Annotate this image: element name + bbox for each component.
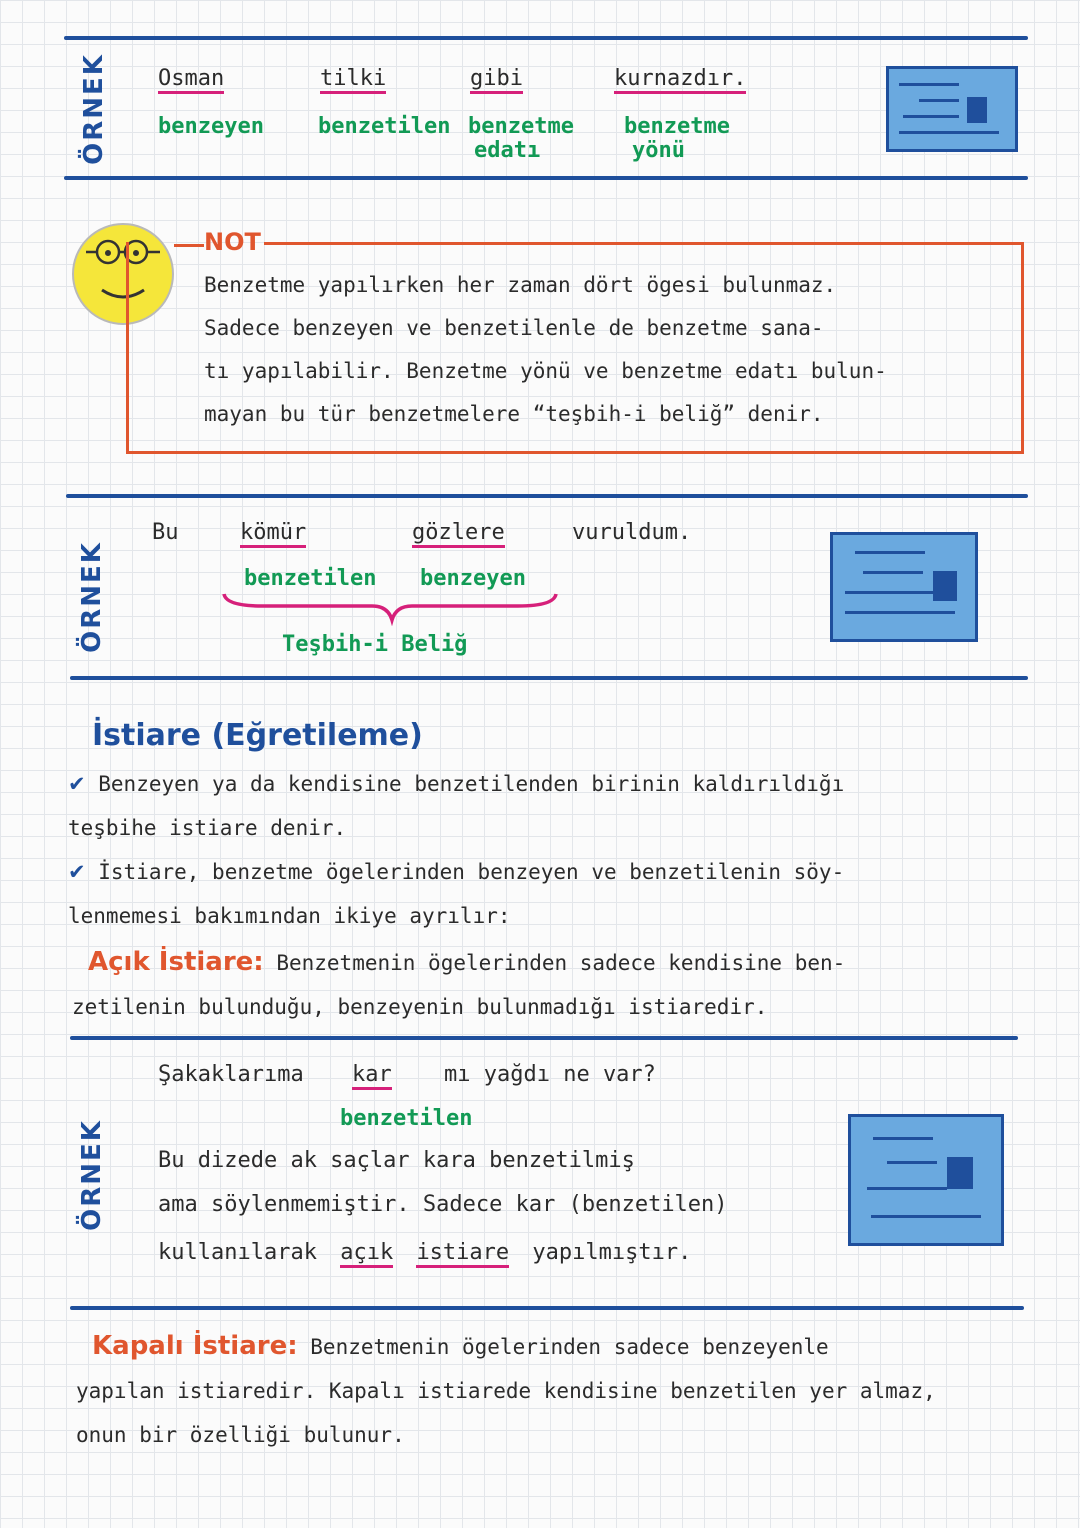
role-benzetilen-2: benzetilen: [244, 566, 377, 591]
divider-bottom-2: [70, 676, 1028, 680]
note-line-1: Benzetme yapılırken her zaman dört ögesi bulunmaz.: [204, 273, 837, 297]
note-title: NOT: [204, 228, 261, 256]
check-icon: ✔: [68, 860, 86, 884]
example-label-3: ÖRNEK: [77, 1119, 107, 1231]
ex3-kar-role: benzetilen: [340, 1106, 473, 1131]
divider-bottom-3: [70, 1306, 1024, 1310]
istiare-p2-line2: lenmemesi bakımından ikiye ayrılır:: [68, 904, 511, 928]
istiare-p1-line2: teşbihe istiare denir.: [68, 816, 347, 840]
ex3-word-kar: kar: [352, 1062, 392, 1090]
note-body: [204, 264, 1014, 436]
ex3-line2: Bu dizede ak saçlar kara benzetilmiş: [158, 1148, 635, 1173]
acik-line2: zetilenin bulunduğu, benzeyenin bulunmadığı istiaredir.: [72, 995, 768, 1019]
kapali-line2: yapılan istiaredir. Kapalı istiarede kendisine benzetilen yer almaz,: [76, 1379, 936, 1403]
role-yon-2: yönü: [632, 138, 685, 163]
word-komur: kömür: [240, 520, 306, 548]
ex3-line4: [158, 1240, 691, 1265]
divider-bottom-1: [64, 176, 1028, 180]
kapali-line1: Benzetmenin ögelerinden sadece benzeyenle: [310, 1335, 829, 1359]
word-bu: Bu: [152, 520, 179, 545]
word-osman: Osman: [158, 66, 224, 94]
ex3-line3: ama söylenmemiştir. Sadece kar (benzetilen): [158, 1192, 728, 1217]
example-label-1: ÖRNEK: [79, 53, 109, 165]
istiare-p2-line1: İstiare, benzetme ögelerinden benzeyen ve benzetilenin söy-: [98, 860, 845, 884]
example-label-2: ÖRNEK: [77, 541, 107, 653]
word-gozlere: gözlere: [412, 520, 505, 548]
word-kurnazdir: kurnazdır.: [614, 66, 746, 94]
card-illustration-3: [848, 1114, 1004, 1246]
ex3-line4-acik: açık: [340, 1240, 393, 1268]
kapali-istiare-label: Kapalı İstiare:: [92, 1331, 298, 1361]
word-vuruldum: vuruldum.: [572, 520, 692, 545]
tesbih-i-belig-label: Teşbih-i Beliğ: [282, 632, 468, 657]
note-line-2: Sadece benzeyen ve benzetilenle de benzetme sana-: [204, 316, 824, 340]
role-edat-1: benzetme: [468, 114, 574, 139]
ex3-line1-rest: mı yağdı ne var?: [444, 1062, 656, 1087]
role-yon-1: benzetme: [624, 114, 730, 139]
kapali-istiare-paragraph: [76, 1324, 1056, 1457]
check-icon: ✔: [68, 772, 86, 796]
ex3-line4-a: kullanılarak: [158, 1240, 317, 1265]
istiare-paragraph-1: [68, 762, 1048, 938]
istiare-p1-line1: Benzeyen ya da kendisine benzetilenden birinin kaldırıldığı: [98, 772, 845, 796]
word-tilki: tilki: [320, 66, 386, 94]
ex3-word-sakaklarima: Şakaklarıma: [158, 1062, 304, 1087]
ex3-line4-istiare: istiare: [416, 1240, 509, 1268]
card-illustration-2: [830, 532, 978, 642]
note-line-4: mayan bu tür benzetmelere “teşbih-i beliğ” denir.: [204, 402, 824, 426]
note-line-3: tı yapılabilir. Benzetme yönü ve benzetme edatı bulun-: [204, 359, 887, 383]
role-benzetilen: benzetilen: [318, 114, 451, 139]
divider-top-2: [66, 494, 1028, 498]
role-benzeyen: benzeyen: [158, 114, 264, 139]
acik-istiare-paragraph: [72, 940, 1052, 1029]
divider-top-3: [70, 1036, 1018, 1040]
role-edat-2: edatı: [474, 138, 541, 163]
role-benzeyen-2: benzeyen: [420, 566, 526, 591]
curly-brace: [222, 590, 558, 626]
divider-top-1: [64, 36, 1028, 40]
word-gibi: gibi: [470, 66, 523, 94]
card-illustration-1: [886, 66, 1018, 152]
section-title-istiare: İstiare (Eğretileme): [92, 718, 423, 753]
ex3-line4-d: yapılmıştır.: [532, 1240, 692, 1265]
acik-istiare-label: Açık İstiare:: [88, 947, 264, 977]
kapali-line3: onun bir özelliği bulunur.: [76, 1423, 405, 1447]
acik-line1: Benzetmenin ögelerinden sadece kendisine ben-: [276, 951, 846, 975]
